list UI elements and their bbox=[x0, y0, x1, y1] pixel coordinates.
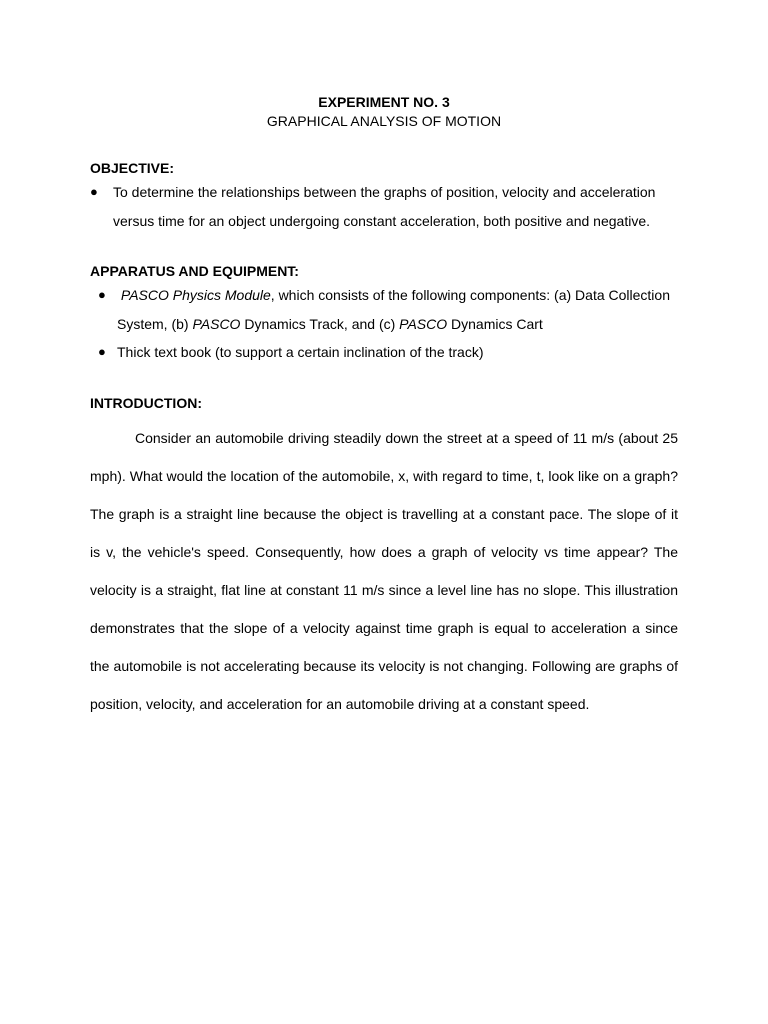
title-block bbox=[90, 92, 678, 130]
experiment-number: EXPERIMENT NO. 3 bbox=[318, 94, 450, 110]
objective-list bbox=[90, 178, 678, 235]
bullet-icon: ● bbox=[98, 344, 106, 359]
introduction-heading: INTRODUCTION: bbox=[90, 394, 202, 411]
apparatus-item bbox=[90, 281, 678, 338]
objective-heading: OBJECTIVE: bbox=[90, 160, 175, 176]
bullet-icon: ● bbox=[98, 287, 106, 302]
pasco-brand: PASCO bbox=[399, 315, 448, 332]
apparatus-item-text bbox=[117, 287, 670, 332]
objective-item-text: To determine the relationships between the graphs of position, velocity and acceleration versus time for an object undergoing constant acceleration, both positive and negative. bbox=[113, 184, 656, 229]
introduction-paragraph: Consider an automobile driving steadily down the street at a speed of 11 m/s (about 25 mph). What would the location of the automobile, x, with regard to time, t, look like on a graph? The graph is a straight line because the object is travelling at a constant pace. The slope of it is v, the vehicle's speed. Consequently, how does a graph of velocity vs time appear? The velocity is a straight, flat line at constant 11 m/s since a level line has no slope. This illustration demonstrates that the slope of a velocity against time graph is equal to acceleration a since the automobile is not accelerating because its velocity is not changing. Following are graphs of position, velocity, and acceleration for an automobile driving at a constant speed. bbox=[90, 429, 678, 712]
experiment-title: GRAPHICAL ANALYSIS OF MOTION bbox=[266, 113, 502, 129]
module-name: PASCO Physics Module bbox=[120, 287, 271, 303]
bullet-icon: ● bbox=[90, 184, 98, 199]
objective-item bbox=[90, 178, 678, 235]
apparatus-list bbox=[90, 281, 678, 367]
apparatus-item-text: Thick text book (to support a certain inclination of the track) bbox=[117, 344, 484, 360]
apparatus-item bbox=[90, 338, 678, 367]
module-description: , which consists of the following components: (a) Data Collection System, (b) bbox=[117, 287, 670, 332]
track-text: Dynamics Track, and (c) bbox=[240, 315, 400, 332]
cart-text: Dynamics Cart bbox=[447, 315, 543, 332]
pasco-brand: PASCO bbox=[192, 315, 241, 332]
apparatus-heading: APPARATUS AND EQUIPMENT: bbox=[90, 263, 299, 279]
document-content bbox=[90, 92, 678, 723]
